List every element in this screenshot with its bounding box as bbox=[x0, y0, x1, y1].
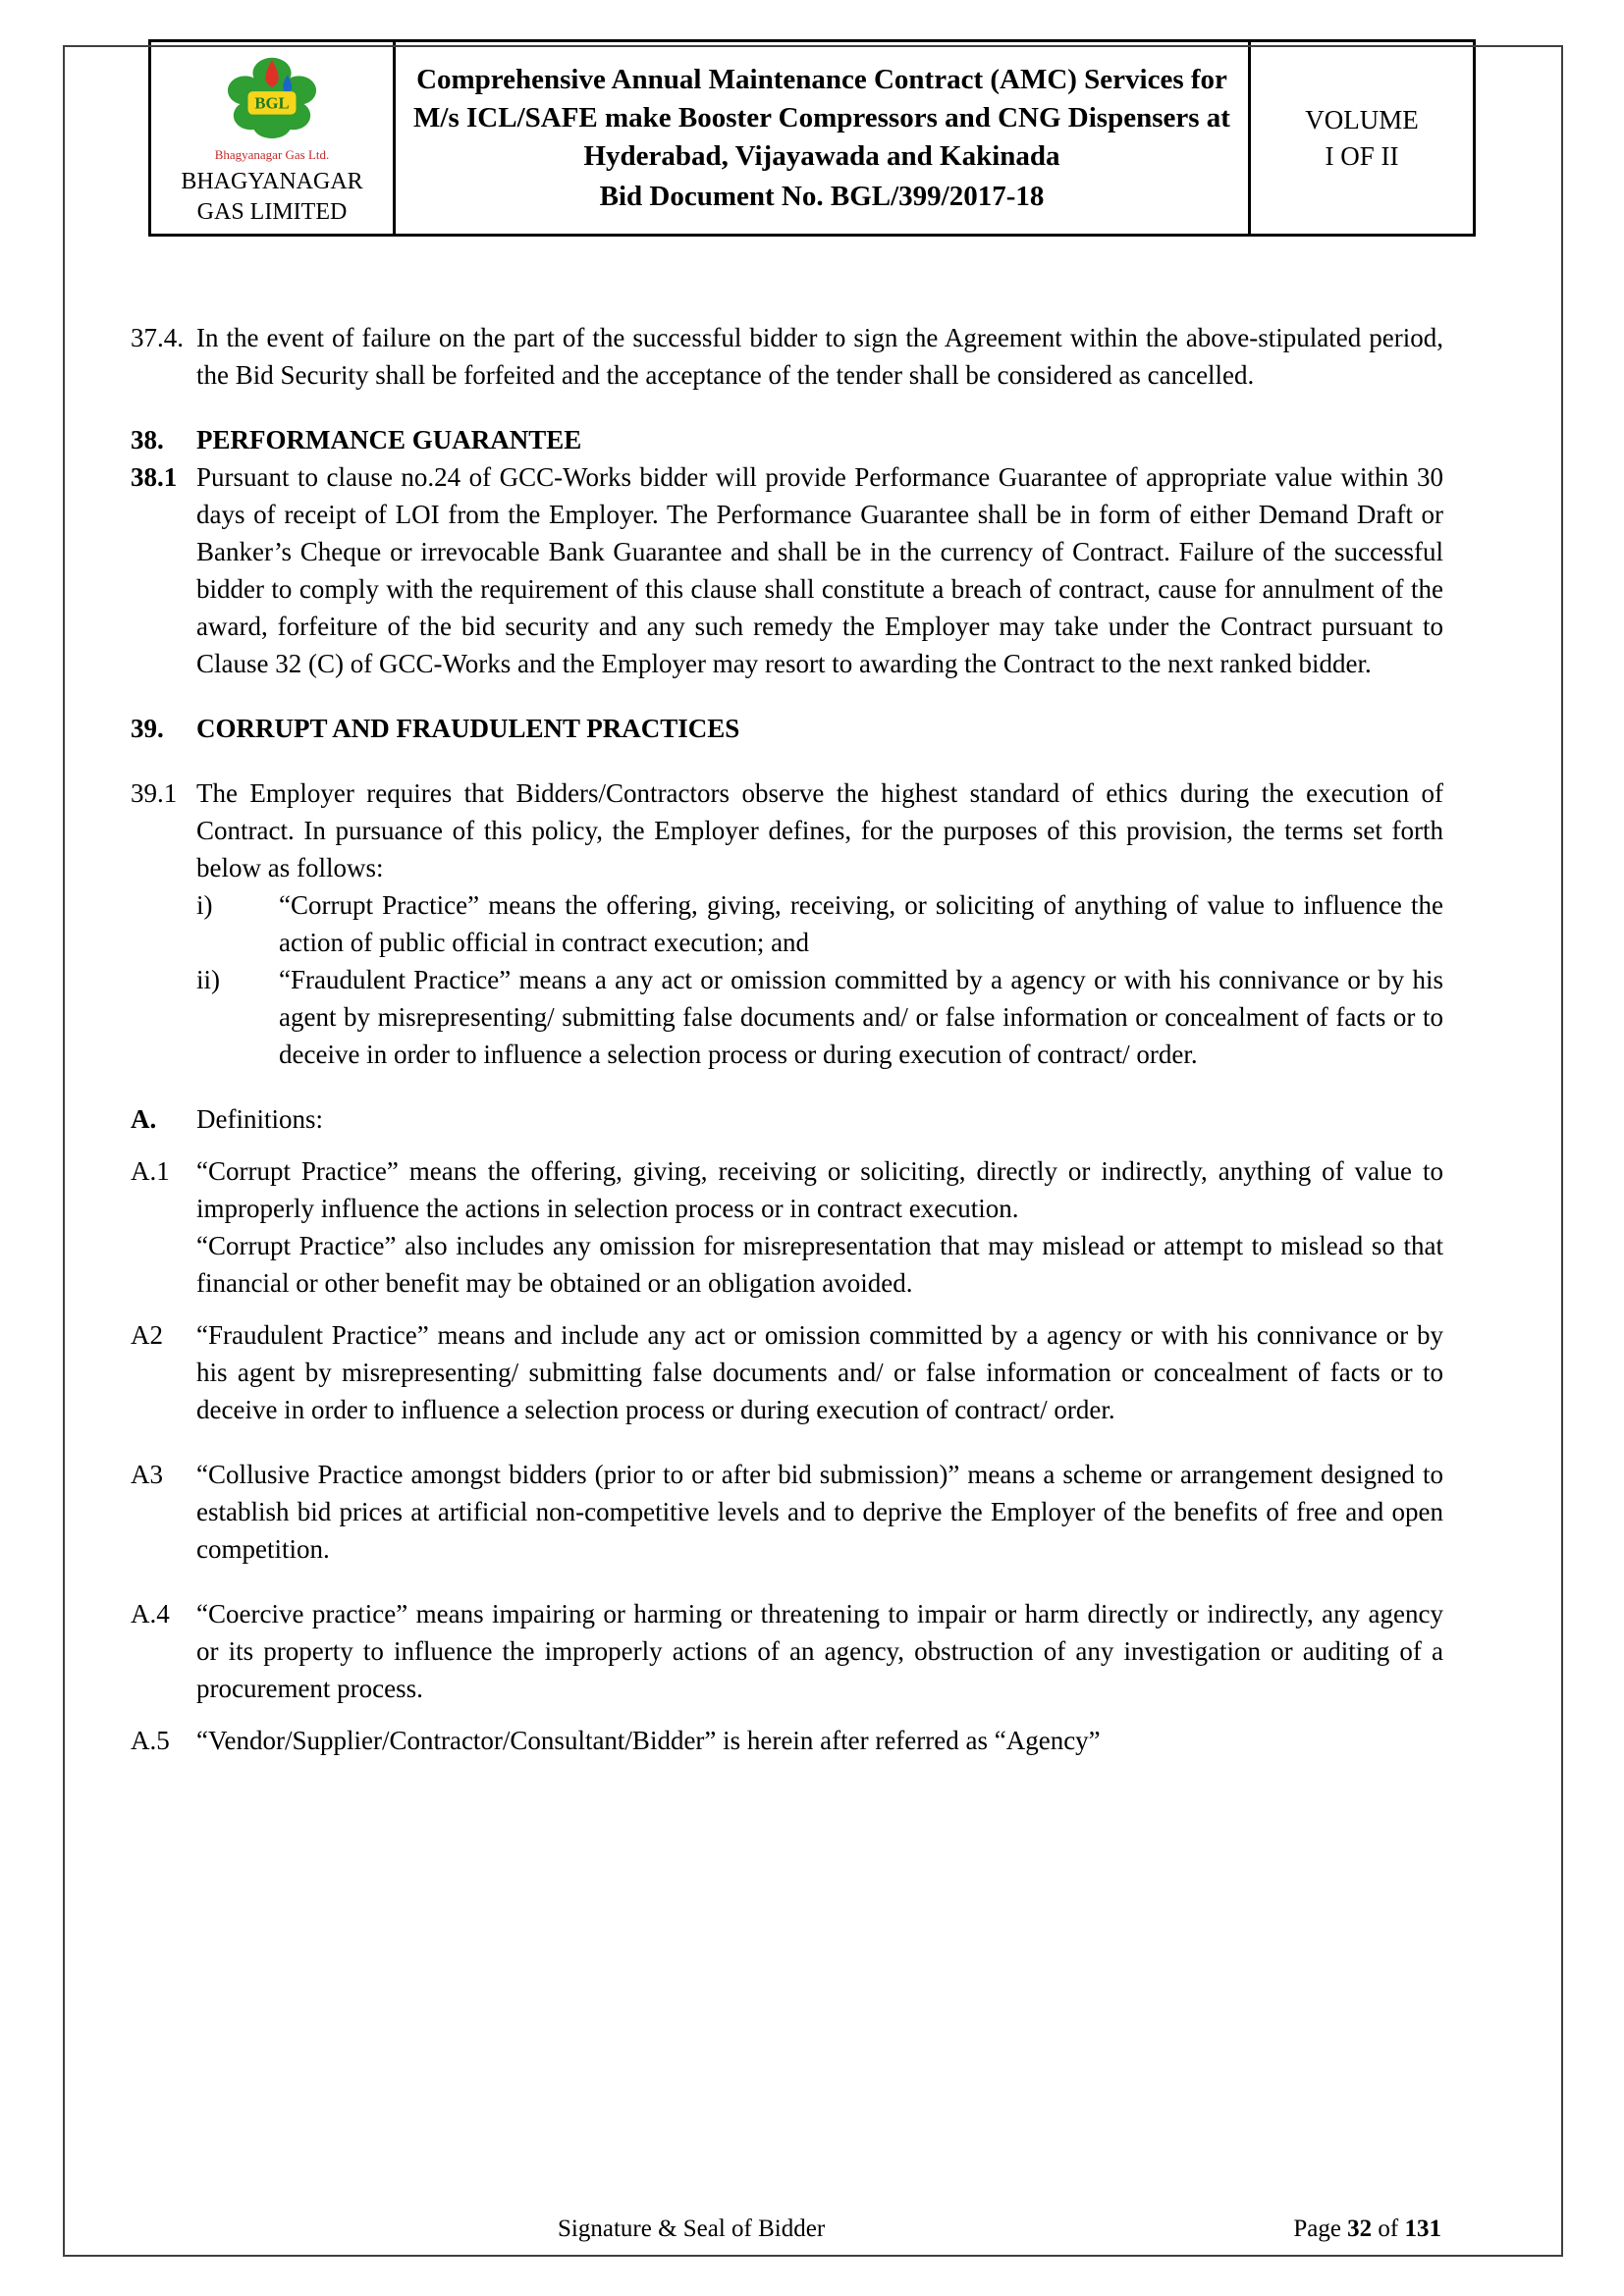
footer-page-number bbox=[1293, 2216, 1441, 2243]
org-name-line2: GAS LIMITED bbox=[196, 199, 348, 225]
clause-text: The Employer requires that Bidders/Contractors observe the highest standard of ethics during the execution of Contract. In pursuance of this policy, the Employer defines, for the purposes of this provision, the terms set forth below as follows: bbox=[196, 778, 1443, 882]
volume-line2: I OF II bbox=[1325, 140, 1399, 171]
document-title: Comprehensive Annual Maintenance Contract (AMC) Services for M/s ICL/SAFE make Booster Compressors and CNG Dispensers at Hyderabad, Vijayawada and Kakinada bbox=[413, 63, 1230, 172]
clause-number: A. bbox=[131, 1104, 157, 1134]
clause-row-a4 bbox=[131, 1595, 1443, 1707]
subclause-number: i) bbox=[196, 890, 213, 920]
clause-text: Pursuant to clause no.24 of GCC-Works bidder will provide Performance Guarantee of appropriate value within 30 days of receipt of LOI from the Employer. The Performance Guarantee shall be in form of either Demand Draft or Banker’s Cheque or irrevocable Bank Guarantee and shall be in the currency of Contract. Failure of the successful bidder to comply with the requirement of this clause shall constitute a breach of contract, cause for annulment of the award, forfeiture of the bid security and any such remedy the Employer may take under the Contract pursuant to Clause 32 (C) of GCC-Works and the Employer may resort to awarding the Contract to the next ranked bidder. bbox=[196, 462, 1443, 678]
clause-text bbox=[196, 1152, 1443, 1302]
clause-row-a-definitions bbox=[131, 1100, 1443, 1138]
clause-row-39-1 bbox=[131, 774, 1443, 886]
clause-number: A3 bbox=[131, 1460, 163, 1489]
clause-text: “Fraudulent Practice” means and include any act or omission committed by a agency or with his connivance or by his agent by misrepresenting/ submitting false documents and/ or false information or concealment of facts or to deceive in order to influence a selection process or during execution of contract/ order. bbox=[196, 1320, 1443, 1424]
volume-line1: VOLUME bbox=[1305, 104, 1419, 134]
subclause-number: ii) bbox=[196, 965, 220, 994]
clause-number: A.4 bbox=[131, 1599, 170, 1629]
clause-number: 39. bbox=[131, 714, 164, 743]
clause-heading-text: PERFORMANCE GUARANTEE bbox=[196, 425, 582, 454]
page-word: Page bbox=[1293, 2216, 1348, 2242]
clause-number: A2 bbox=[131, 1320, 163, 1350]
logo-acronym: BGL bbox=[254, 93, 290, 113]
clause-paragraph-1: “Corrupt Practice” means the offering, giving, receiving or soliciting, directly or indirectly, anything of value to improperly influence the actions in selection process or in contract execution. bbox=[196, 1156, 1443, 1223]
subclause-row-ii bbox=[196, 961, 1443, 1073]
clause-text: “Coercive practice” means impairing or harming or threatening to impair or harm directly or indirectly, any agency or its property to influence the improperly actions of an agency, obstruction of any investigation or auditing of a procurement process. bbox=[196, 1599, 1443, 1703]
page-total: 131 bbox=[1404, 2216, 1441, 2242]
clause-row-37-4 bbox=[131, 319, 1443, 394]
clause-text: “Collusive Practice amongst bidders (prior to or after bid submission)” means a scheme or arrangement designed to establish bid prices at artificial non-competitive levels and to deprive the Employer of the benefits of free and open competition. bbox=[196, 1460, 1443, 1564]
document-body bbox=[131, 304, 1443, 1759]
clause-text: In the event of failure on the part of the successful bidder to sign the Agreement within the above-stipulated period, the Bid Security shall be forfeited and the acceptance of the tender shall be considered as cancelled. bbox=[196, 323, 1443, 390]
clause-paragraph-2: “Corrupt Practice” also includes any omission for misrepresentation that may mislead or attempt to mislead so that financial or other benefit may be obtained or an obligation avoided. bbox=[196, 1231, 1443, 1298]
clause-heading-text: CORRUPT AND FRAUDULENT PRACTICES bbox=[196, 714, 740, 743]
clause-number: A.5 bbox=[131, 1726, 170, 1755]
clause-row-a1 bbox=[131, 1152, 1443, 1302]
clause-text: Definitions: bbox=[196, 1104, 323, 1134]
clause-number: A.1 bbox=[131, 1156, 170, 1186]
subclause-row-i bbox=[196, 886, 1443, 961]
logo-caption: Bhagyanagar Gas Ltd. bbox=[214, 147, 330, 162]
clause-row-a3 bbox=[131, 1456, 1443, 1568]
clause-heading-39 bbox=[131, 710, 1443, 747]
clause-number: 38.1 bbox=[131, 462, 178, 492]
clause-number: 38. bbox=[131, 425, 164, 454]
bid-document-number: Bid Document No. BGL/399/2017-18 bbox=[599, 180, 1045, 212]
subclause-text: “Corrupt Practice” means the offering, giving, receiving, or soliciting of anything of value to influence the action of public official in contract execution; and bbox=[279, 890, 1443, 957]
clause-heading-38 bbox=[131, 421, 1443, 458]
clause-text: “Vendor/Supplier/Contractor/Consultant/Bidder” is herein after referred as “Agency” bbox=[196, 1726, 1101, 1755]
of-word: of bbox=[1372, 2216, 1405, 2242]
clause-row-a2 bbox=[131, 1316, 1443, 1428]
clause-row-a5 bbox=[131, 1722, 1443, 1759]
org-name-line1: BHAGYANAGAR bbox=[181, 169, 363, 194]
clause-row-38-1 bbox=[131, 458, 1443, 682]
page-current: 32 bbox=[1347, 2216, 1373, 2242]
clause-number: 37.4. bbox=[131, 323, 184, 352]
subclause-text: “Fraudulent Practice” means a any act or omission committed by a agency or with his connivance or by his agent by misrepresenting/ submitting false documents and/ or false information or concealment of facts or to deceive in order to influence a selection process or during execution of contract/ order. bbox=[279, 965, 1443, 1069]
footer-signature-label: Signature & Seal of Bidder bbox=[558, 2216, 826, 2242]
clause-number: 39.1 bbox=[131, 778, 178, 808]
